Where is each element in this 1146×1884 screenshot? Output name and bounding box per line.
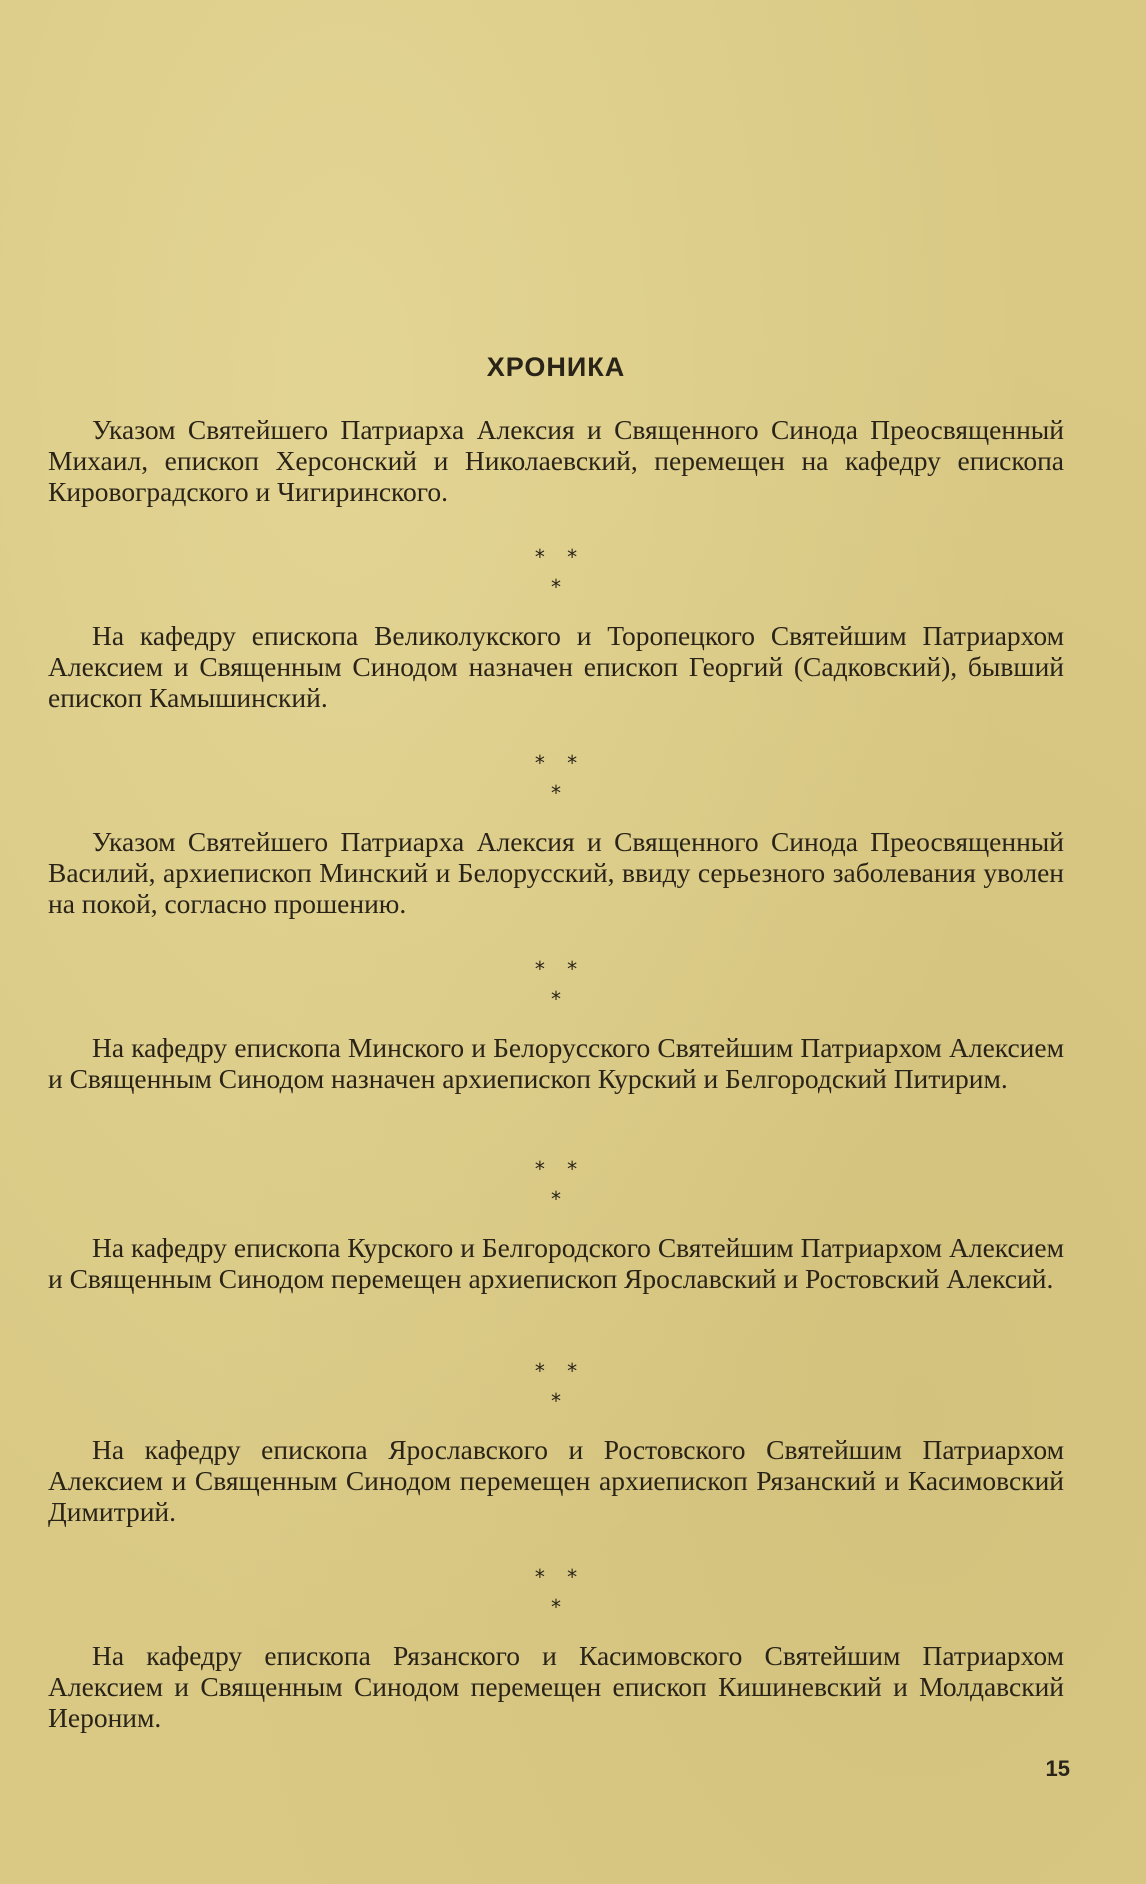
chronicle-entry-3 [48,826,1064,919]
chronicle-entry-2 [48,620,1064,713]
separator-star-bottom: * [551,1389,561,1413]
separator-stars-top: * * [534,1359,586,1383]
section-separator [48,1154,1064,1214]
separator-stars-top: * * [534,957,586,981]
section-separator [48,542,1064,602]
chronicle-entry-5 [48,1232,1064,1294]
separator-stars-top: * * [534,1565,586,1589]
entry-text: На кафедру епископа Минского и Белорусского Святейшим Патриархом Алексием и Священным Синодом назначен архиепископ Курский и Белгородский Питирим. [48,1032,1064,1094]
section-separator [48,1562,1064,1622]
page-title: ХРОНИКА [486,352,626,382]
document-page [48,0,1064,1884]
entry-text: На кафедру епископа Великолукского и Торопецкого Святейшим Патриархом Алексием и Священным Синодом назначен епископ Георгий (Садковский), бывший епископ Камышинский. [48,620,1064,713]
separator-stars-top: * * [534,751,586,775]
separator-star-bottom: * [551,1187,561,1211]
separator-star-bottom: * [551,575,561,599]
separator-star-bottom: * [551,1595,561,1619]
separator-stars-top: * * [534,545,586,569]
entry-text: Указом Святейшего Патриарха Алексия и Священного Синода Преосвященный Василий, архиепископ Минский и Белорусский, ввиду серьезного заболевания уволен на покой, согласно прошению. [48,826,1064,919]
page-number: 15 [1045,1756,1070,1781]
section-separator [48,1356,1064,1416]
entry-text: На кафедру епископа Курского и Белгородского Святейшим Патриархом Алексием и Священным Синодом перемещен архиепископ Ярославский и Ростовский Алексий. [48,1232,1064,1294]
separator-stars-top: * * [534,1157,586,1181]
separator-star-bottom: * [551,781,561,805]
entry-text: Указом Святейшего Патриарха Алексия и Священного Синода Преосвященный Михаил, епископ Херсонский и Николаевский, перемещен на кафедру епископа Кировоградского и Чигиринского. [48,414,1064,507]
chronicle-entry-4 [48,1032,1064,1094]
entry-text: На кафедру епископа Рязанского и Касимовского Святейшим Патриархом Алексием и Священным Синодом перемещен епископ Кишиневский и Молдавский Иероним. [48,1640,1064,1733]
section-separator [48,748,1064,808]
chronicle-entry-7 [48,1640,1064,1733]
entry-text: На кафедру епископа Ярославского и Ростовского Святейшим Патриархом Алексием и Священным Синодом перемещен архиепископ Рязанский и Касимовский Димитрий. [48,1434,1064,1527]
chronicle-entry-6 [48,1434,1064,1527]
chronicle-entry-1 [48,414,1064,507]
separator-star-bottom: * [551,987,561,1011]
section-separator [48,954,1064,1014]
